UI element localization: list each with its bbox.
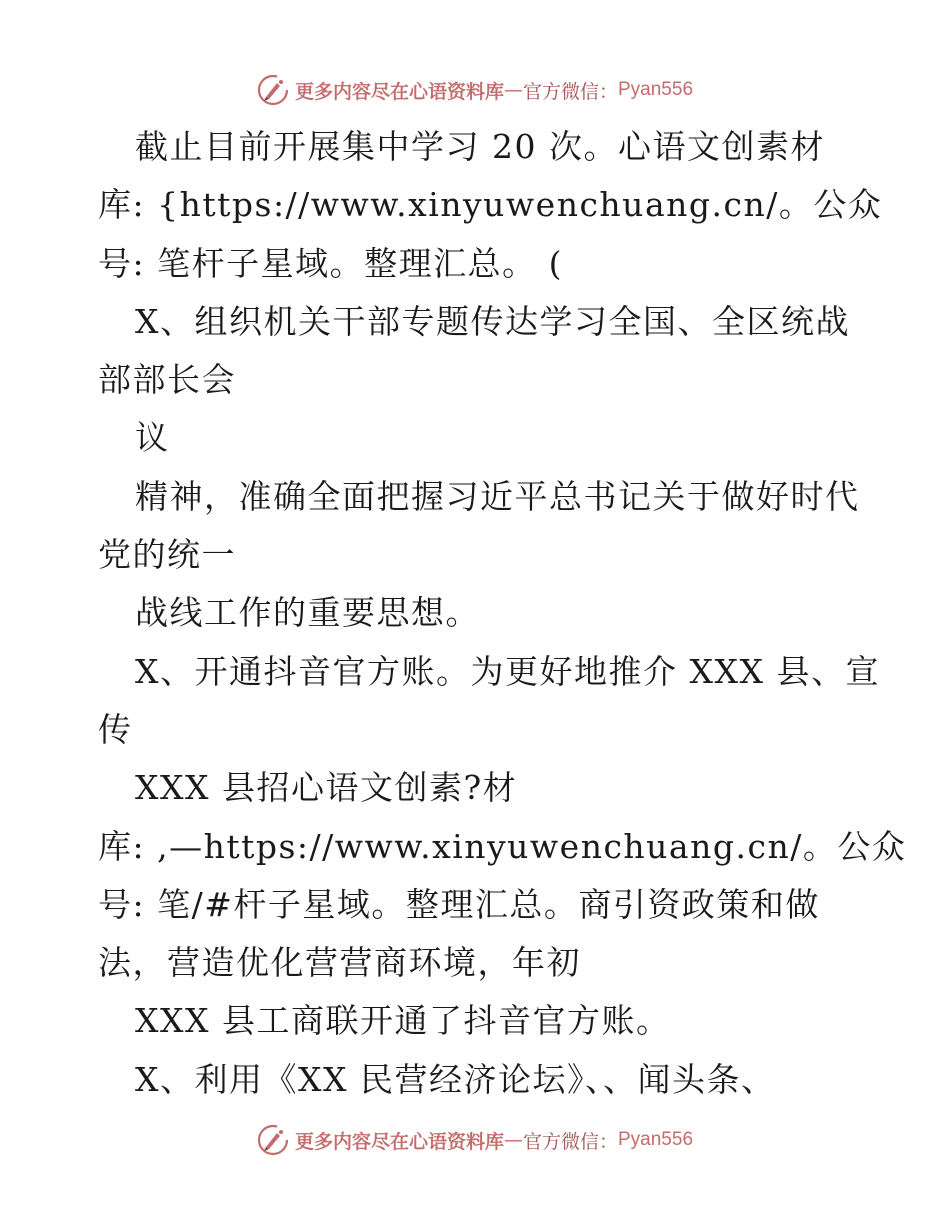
watermark-official-label: 官方微信： — [522, 80, 618, 103]
text-line: X、组织机关干部专题传达学习全国、全区统战 — [135, 301, 850, 341]
text-line: 截止目前开展集中学习 20 次。心语文创素材 — [135, 127, 825, 166]
watermark-wechat-id: Pyan556 — [618, 79, 694, 100]
watermark-text: 更多内容尽在心语资料库 — [294, 80, 504, 103]
text-line: 战线工作的重要思想。 — [135, 593, 480, 633]
header-watermark — [0, 72, 950, 108]
text-line: 库: {https://www.xinyuwenchuang.cn/。公众 — [98, 185, 883, 225]
text-line: 库: ,—https://www.xinyuwenchuang.cn/。公众 — [98, 826, 907, 866]
text-line: X、利用《XX 民营经济论坛》、、闻头条、 — [135, 1059, 776, 1099]
text-line: 法，营造优化营营商环境，年初 — [98, 943, 581, 983]
text-line: 号: 笔杆子星域。整理汇总。 ( — [98, 243, 563, 283]
text-line: X、开通抖音官方账。为更好地推介 XXX 县、宣 — [135, 651, 880, 691]
text-line: 部部长会 — [98, 360, 236, 400]
watermark-separator: — — [503, 1129, 523, 1151]
document-body — [98, 118, 907, 1109]
quill-pen-logo-icon — [257, 1124, 289, 1156]
watermark-wechat-id: Pyan556 — [618, 1129, 694, 1150]
text-line: 党的统一 — [98, 535, 236, 575]
text-line: XXX 县招心语文创素?材 — [135, 768, 518, 808]
footer-watermark — [0, 1122, 950, 1158]
watermark-text: 更多内容尽在心语资料库 — [294, 1130, 504, 1153]
text-line: 号: 笔/#杆子星域。整理汇总。商引资政策和做 — [98, 884, 820, 924]
text-line: XXX 县工商联开通了抖音官方账。 — [135, 1001, 671, 1041]
text-line: 传 — [98, 709, 133, 749]
watermark-separator: — — [503, 79, 523, 101]
text-line: 精神，准确全面把握习近平总书记关于做好时代 — [135, 476, 860, 516]
watermark-official-label: 官方微信： — [522, 1130, 618, 1153]
quill-pen-logo-icon — [257, 74, 289, 106]
text-line: 议 — [135, 418, 170, 458]
